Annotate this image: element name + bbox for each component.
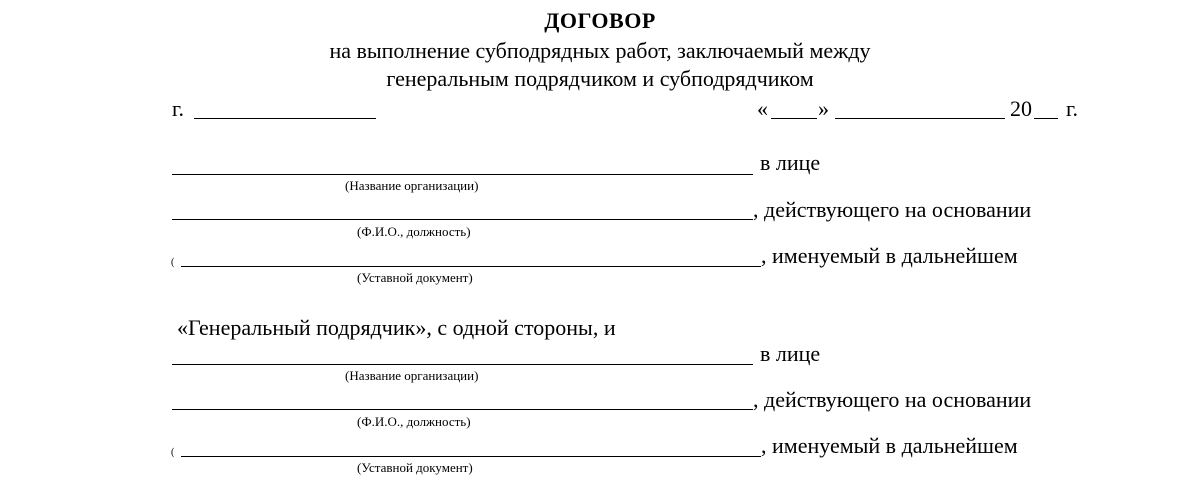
sub-org-blank-line bbox=[172, 364, 753, 365]
month-blank-line bbox=[835, 118, 1005, 119]
gc-org-blank-line bbox=[172, 174, 753, 175]
gc-org-caption: (Название организации) bbox=[345, 178, 479, 193]
gc-doc-blank-line bbox=[181, 266, 761, 267]
date-quote-close: » bbox=[818, 96, 829, 121]
gc-person-blank-line bbox=[172, 219, 753, 220]
gc-role-text: «Генеральный подрядчик», с одной стороны, и bbox=[177, 315, 616, 340]
sub-doc-blank-line bbox=[181, 456, 761, 457]
date-quote-open: « bbox=[757, 96, 768, 121]
year-suffix: г. bbox=[1066, 96, 1079, 121]
gc-doc-paren: ( bbox=[171, 257, 175, 268]
gc-person-caption: (Ф.И.О., должность) bbox=[357, 224, 471, 239]
sub-doc-caption: (Уставной документ) bbox=[357, 460, 473, 475]
year-prefix: 20 bbox=[1010, 96, 1032, 121]
sub-person-suffix: , действующего на основании bbox=[753, 387, 1032, 412]
document-subtitle-line2: генеральным подрядчиком и субподрядчиком bbox=[386, 66, 814, 91]
city-prefix: г. bbox=[172, 96, 185, 121]
year-blank-line bbox=[1034, 118, 1058, 119]
sub-person-caption: (Ф.И.О., должность) bbox=[357, 414, 471, 429]
gc-org-suffix: в лице bbox=[760, 150, 821, 175]
day-blank-line bbox=[771, 118, 817, 119]
document-title: ДОГОВОР bbox=[544, 8, 656, 33]
sub-doc-suffix: , именуемый в дальнейшем bbox=[761, 433, 1018, 458]
gc-person-suffix: , действующего на основании bbox=[753, 197, 1032, 222]
gc-doc-suffix: , именуемый в дальнейшем bbox=[761, 243, 1018, 268]
city-blank-line bbox=[194, 118, 376, 119]
sub-org-suffix: в лице bbox=[760, 341, 821, 366]
sub-org-caption: (Название организации) bbox=[345, 368, 479, 383]
sub-doc-paren: ( bbox=[171, 447, 175, 458]
sub-person-blank-line bbox=[172, 409, 753, 410]
gc-doc-caption: (Уставной документ) bbox=[357, 270, 473, 285]
document-subtitle-line1: на выполнение субподрядных работ, заключаемый между bbox=[329, 38, 871, 63]
